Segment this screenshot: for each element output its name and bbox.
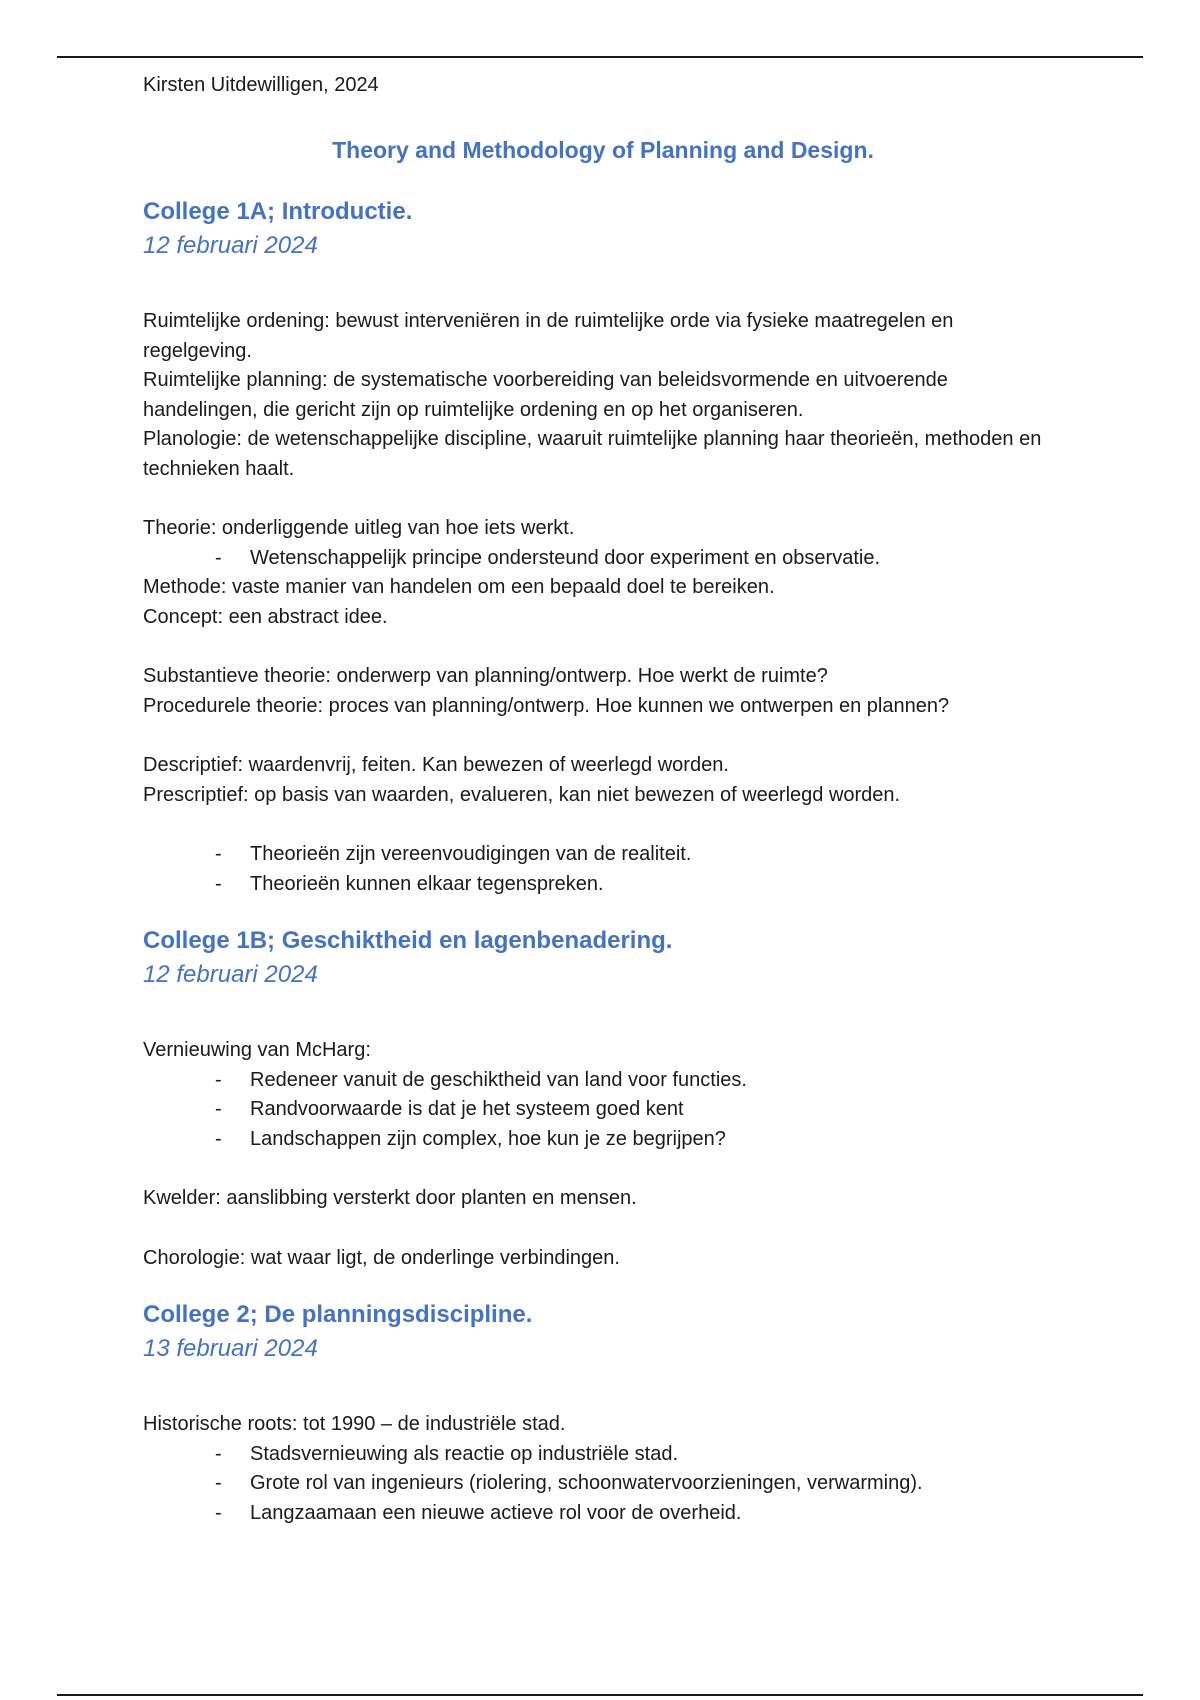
section-college-1a [143, 195, 1063, 899]
document-title: Theory and Methodology of Planning and Design. [332, 137, 874, 163]
definition-substantieve-theorie: Substantieve theorie: onderwerp van planning/ontwerp. Hoe werkt de ruimte? [143, 665, 828, 687]
list-item: - Langzaamaan een nieuwe actieve rol voor de overheid. [143, 1499, 1063, 1529]
top-rule [57, 56, 1143, 58]
list-item: - Wetenschappelijk principe ondersteund door experiment en observatie. [143, 544, 1063, 574]
definition-ruimtelijke-ordening: Ruimtelijke ordening: bewust interveniëren in de ruimtelijke orde via fysieke maatregelen en regelgeving. [143, 310, 954, 362]
definition-kwelder: Kwelder: aanslibbing versterkt door planten en mensen. [143, 1187, 637, 1209]
definition-planologie: Planologie: de wetenschappelijke discipline, waaruit ruimtelijke planning haar theorieën, methoden en technieken haalt. [143, 428, 1042, 480]
list-item: - Redeneer vanuit de geschiktheid van land voor functies. [143, 1066, 1063, 1096]
mcharg-intro: Vernieuwing van McHarg: [143, 1039, 371, 1061]
list-item: - Grote rol van ingenieurs (riolering, schoonwatervoorzieningen, verwarming). [143, 1469, 1063, 1499]
definition-theorie: Theorie: onderliggende uitleg van hoe iets werkt. [143, 517, 575, 539]
dash-bullet: - [215, 1098, 222, 1120]
dash-bullet: - [215, 843, 222, 865]
definition-methode: Methode: vaste manier van handelen om een bepaald doel te bereiken. [143, 576, 775, 598]
dash-bullet: - [215, 872, 222, 895]
bullet-list [143, 544, 1063, 574]
section-date: 12 februari 2024 [143, 232, 318, 259]
definition-prescriptief: Prescriptief: op basis van waarden, evalueren, kan niet bewezen of weerlegd worden. [143, 783, 901, 806]
section-date: 12 februari 2024 [143, 961, 318, 988]
dash-bullet: - [215, 1442, 222, 1465]
author-line: Kirsten Uitdewilligen, 2024 [143, 74, 379, 96]
bullet-list [143, 1440, 1063, 1529]
section-college-1b [143, 924, 1063, 1273]
list-item: - Theorieën kunnen elkaar tegenspreken. [143, 870, 1063, 900]
dash-bullet: - [215, 1472, 222, 1494]
section-date: 13 februari 2024 [143, 1335, 318, 1362]
list-item: - Landschappen zijn complex, hoe kun je ze begrijpen? [143, 1125, 1063, 1155]
bottom-rule [57, 1694, 1143, 1696]
historische-roots: Historische roots: tot 1990 – de industriële stad. [143, 1413, 566, 1435]
definition-concept: Concept: een abstract idee. [143, 605, 388, 628]
section-heading: College 1B; Geschiktheid en lagenbenadering. [143, 927, 673, 954]
bullet-list [143, 840, 1063, 899]
section-heading: College 1A; Introductie. [143, 198, 413, 225]
dash-bullet: - [215, 1068, 222, 1091]
list-item: - Randvoorwaarde is dat je het systeem goed kent [143, 1095, 1063, 1125]
dash-bullet: - [215, 1501, 222, 1524]
list-item: - Stadsvernieuwing als reactie op industriële stad. [143, 1440, 1063, 1470]
section-heading: College 2; De planningsdiscipline. [143, 1301, 533, 1328]
definition-procedurele-theorie: Procedurele theorie: proces van planning/ontwerp. Hoe kunnen we ontwerpen en plannen? [143, 694, 950, 717]
definition-chorologie: Chorologie: wat waar ligt, de onderlinge verbindingen. [143, 1246, 620, 1269]
dash-bullet: - [215, 546, 222, 569]
dash-bullet: - [215, 1127, 222, 1150]
definition-ruimtelijke-planning: Ruimtelijke planning: de systematische voorbereiding van beleidsvormende en uitvoerende handelingen, die gericht zijn op ruimtelijke ordening en op het organiseren. [143, 369, 948, 421]
section-college-2 [143, 1298, 1063, 1528]
bullet-list [143, 1066, 1063, 1155]
list-item: - Theorieën zijn vereenvoudigingen van de realiteit. [143, 840, 1063, 870]
definition-descriptief: Descriptief: waardenvrij, feiten. Kan bewezen of weerlegd worden. [143, 754, 729, 776]
document-page [143, 70, 1063, 1528]
